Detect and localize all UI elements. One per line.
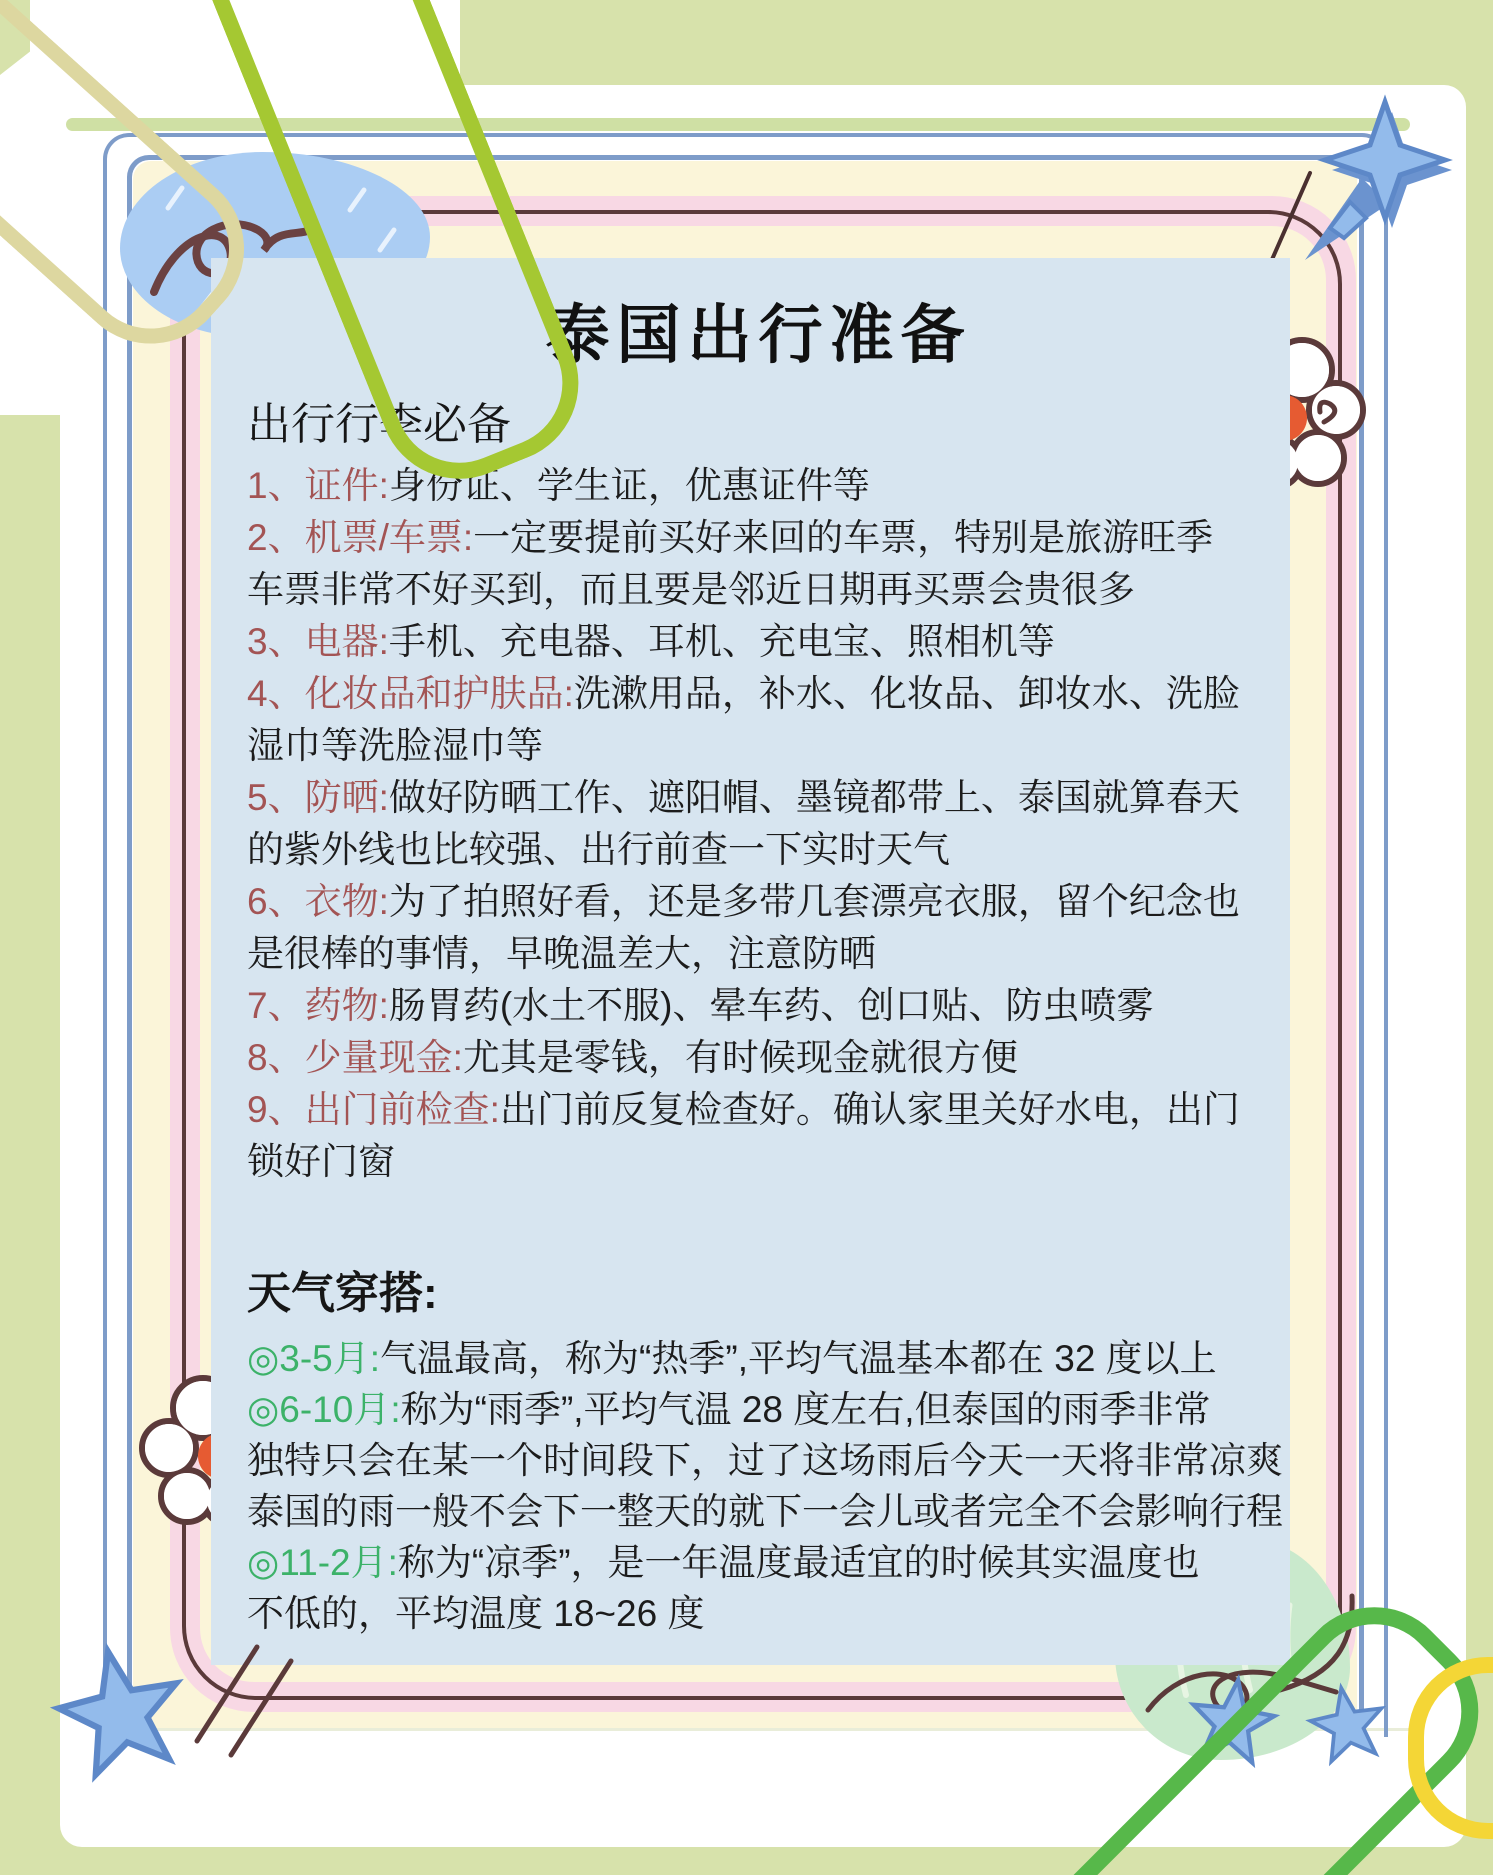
content-panel [211, 258, 1290, 1665]
luggage-item-line: 9、出门前检查:出门前反复检查好。确认家里关好水电，出门 [247, 1088, 1240, 1130]
luggage-item-line: 5、防晒:做好防晒工作、遮阳帽、墨镜都带上、泰国就算春天 [247, 776, 1240, 818]
luggage-item-label: 3、电器: [247, 620, 389, 662]
luggage-item-line: 车票非常不好买到，而且要是邻近日期再买票会贵很多 [247, 568, 1135, 610]
luggage-item-label: 1、证件: [247, 464, 389, 506]
luggage-item-line: 6、衣物:为了拍照好看，还是多带几套漂亮衣服，留个纪念也 [247, 880, 1240, 922]
luggage-item-label: 7、药物: [247, 984, 389, 1026]
weather-item-label: ◎6-10月: [247, 1388, 401, 1430]
weather-list [247, 1333, 1283, 1639]
luggage-item-label: 2、机票/车票: [247, 516, 474, 558]
luggage-item-line: 1、证件:身份证、学生证，优惠证件等 [247, 464, 870, 506]
luggage-item-label: 9、出门前检查: [247, 1088, 500, 1130]
luggage-section-heading: 出行行李必备 [247, 399, 511, 449]
weather-item-line: 泰国的雨一般不会下一整天的就下一会儿或者完全不会影响行程 [247, 1490, 1283, 1532]
luggage-item-line: 湿巾等洗脸湿巾等 [247, 724, 543, 766]
star-icon [46, 1636, 194, 1784]
luggage-item-line: 锁好门窗 [247, 1140, 395, 1182]
weather-item-label: ◎3-5月: [247, 1337, 381, 1379]
weather-item-line: ◎6-10月:称为“雨季”,平均气温 28 度左右,但泰国的雨季非常 [247, 1388, 1211, 1430]
luggage-item-line: 2、机票/车票:一定要提前买好来回的车票，特别是旅游旺季 [247, 516, 1214, 558]
weather-item-line: 不低的，平均温度 18~26 度 [247, 1592, 705, 1634]
slash-marks [185, 1645, 305, 1755]
luggage-item-label: 5、防晒: [247, 776, 389, 818]
luggage-item-line: 8、少量现金:尤其是零钱，有时候现金就很方便 [247, 1036, 1018, 1078]
luggage-item-label: 6、衣物: [247, 880, 389, 922]
luggage-list [247, 460, 1270, 1188]
weather-item-line: ◎11-2月:称为“凉季”，是一年温度最适宜的时候其实温度也 [247, 1541, 1200, 1583]
weather-item-label: ◎11-2月: [247, 1541, 398, 1583]
weather-item-line: 独特只会在某一个时间段下，过了这场雨后今天一天将非常凉爽 [247, 1439, 1283, 1481]
luggage-item-line: 的紫外线也比较强、出行前查一下实时天气 [247, 828, 950, 870]
luggage-item-line: 是很棒的事情，早晚温差大，注意防晒 [247, 932, 876, 974]
weather-section-heading: 天气穿搭: [247, 1268, 438, 1318]
luggage-item-label: 8、少量现金: [247, 1036, 463, 1078]
luggage-item-line: 4、化妆品和护肤品:洗漱用品，补水、化妆品、卸妆水、洗脸 [247, 672, 1240, 714]
luggage-item-line: 3、电器:手机、充电器、耳机、充电宝、照相机等 [247, 620, 1055, 662]
poster-title: 泰国出行准备 [545, 299, 972, 371]
luggage-item-line: 7、药物:肠胃药(水土不服)、晕车药、创口贴、防虫喷雾 [247, 984, 1154, 1026]
weather-item-line: ◎3-5月:气温最高，称为“热季”,平均气温基本都在 32 度以上 [247, 1337, 1217, 1379]
luggage-item-label: 4、化妆品和护肤品: [247, 672, 574, 714]
